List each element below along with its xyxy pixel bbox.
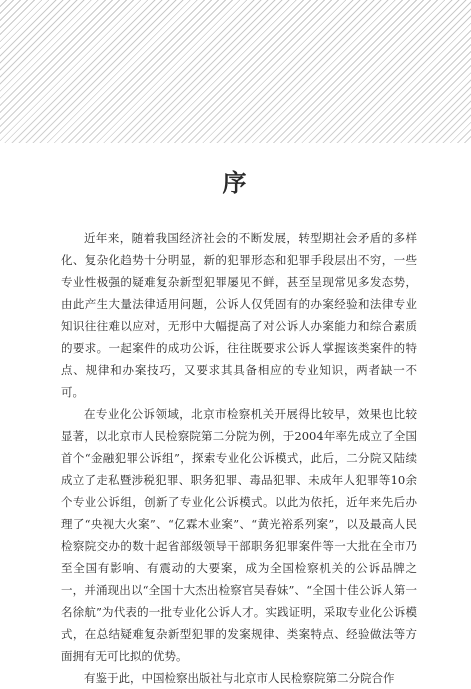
body-text <box>61 227 417 689</box>
paragraph-3: 有鉴于此，中国检察出版社与北京市人民检察院第二分院合作 <box>84 671 395 685</box>
decorative-hatch-fade <box>0 0 471 143</box>
page-title: 序 <box>222 168 249 197</box>
paragraph-2: 在专业化公诉领域，北京市检察机关开展得比较早，效果也比较显著，以北京市人民检察院第二分院为例，于2004年率先成立了全国首个“金融犯罪公诉组”，探索专业化公诉模式，此后，二分院又陆续成立了走私暨涉税犯罪、职务犯罪、毒品犯罪、未成年人犯罪等10余个专业公诉组，创新了专业化公诉模式。以此为依托，近年来先后办理了“央视大火案”、“亿霖木业案”、“黄光裕系列案”，以及最高人民检察院交办的数十起省部级领导干部职务犯罪案件等一大批在全市乃至全国有影响、有震动的大要案，成为全国检察机关的公诉品牌之一，并涌现出以“全国十大杰出检察官吴春妹”、“全国十佳公诉人第一名徐航”为代表的一批专业化公诉人才。实践证明，采取专业化公诉模式，在总结疑难复杂新型犯罪的发案规律、类案特点、经验做法等方面拥有无可比拟的优势。 <box>61 407 417 663</box>
paragraph-1: 近年来，随着我国经济社会的不断发展，转型期社会矛盾的多样化、复杂化趋势十分明显，新的犯罪形态和犯罪手段层出不穷，一些专业性极强的疑难复杂新型犯罪屡见不鲜，甚至呈现常见多发态势，由此产生大量法律适用问题，公诉人仅凭固有的办案经验和法律专业知识往往难以应对，无形中大幅提高了对公诉人办案能力和综合素质的要求。一起案件的成功公诉，往往既要求公诉人掌握该类案件的特点、规律和办案技巧，又要求其具备相应的专业知识，两者缺一不可。 <box>61 231 417 399</box>
